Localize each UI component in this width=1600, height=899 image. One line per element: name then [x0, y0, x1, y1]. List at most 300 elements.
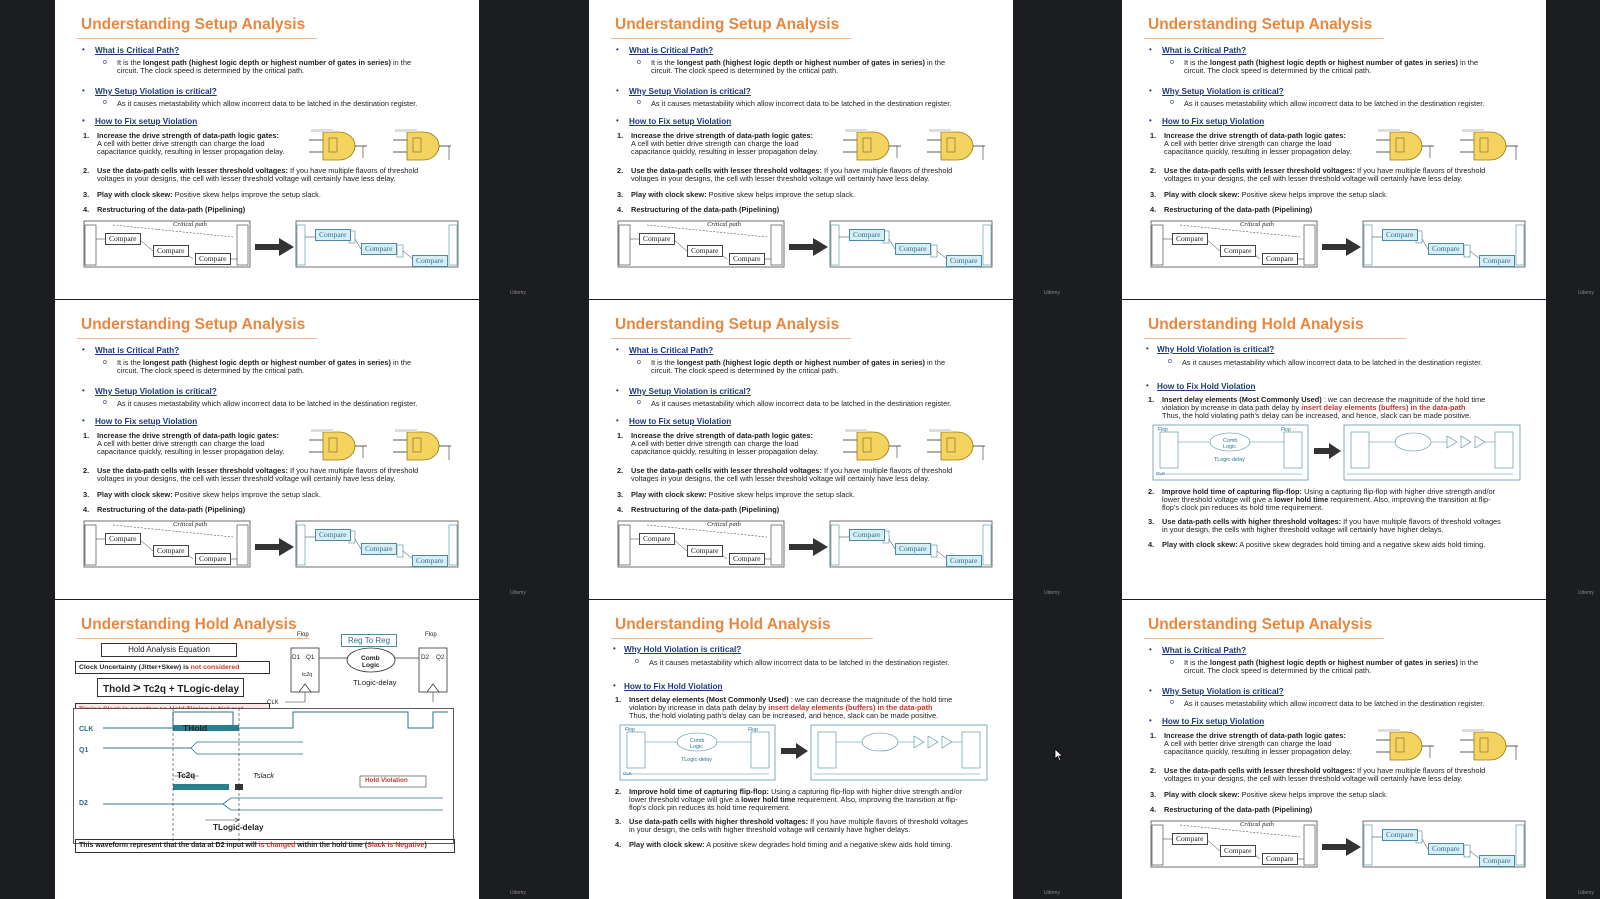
slide-title: Understanding Setup Analysis [615, 316, 840, 333]
fix4-number: 4. [617, 205, 624, 214]
bullet-dot: • [1146, 344, 1149, 353]
fix1-line3: capacitance quickly, resulting in lesser propagation delay. [1164, 147, 1352, 156]
logic-label: Logic [362, 662, 380, 669]
compare-pipe-2: Compare [1428, 843, 1464, 855]
bullet-dot: • [82, 416, 85, 425]
title-underline [77, 38, 317, 39]
waveform-footer-note: This waveform represent that the data at D2 input will is changed within the hold time (Slack is Negative) [75, 839, 455, 853]
fixhold1-line2: violation by increase in data path delay by insert delay elements (buffers) in the data-path [1162, 403, 1466, 412]
heading-fix-setup: How to Fix setup Violation [1162, 117, 1265, 126]
tlogic-label: TLogic-delay [1214, 457, 1245, 463]
bullet-circle: o [637, 399, 641, 406]
compare-pipe-3: Compare [412, 555, 448, 567]
fix3-number: 3. [1150, 190, 1157, 199]
tlogic-label: TLogic-delay [681, 757, 712, 763]
slide-title: Understanding Hold Analysis [615, 616, 831, 633]
fix2-line2: voltages in your designs, the cell with lesser threshold voltage will certainly have less delay. [97, 174, 396, 183]
compare-stage-2: Compare [1220, 245, 1256, 257]
slide-hold-r3c2 [589, 600, 1013, 899]
clk-label: CLK [623, 771, 632, 776]
bullet-dot: • [82, 386, 85, 395]
fix2-line2: voltages in your designs, the cell with lesser threshold voltage will certainly have less delay. [97, 474, 396, 483]
fix2-line1: Use the data-path cells with lesser threshold voltages: If you have multiple flavors of threshold [1164, 166, 1486, 175]
compare-stage-3: Compare [729, 253, 765, 265]
fix1-heading: Increase the drive strength of data-path logic gates: [631, 131, 813, 140]
watermark: Udemy [1578, 890, 1594, 896]
fix1-line3: capacitance quickly, resulting in lesser propagation delay. [97, 147, 285, 156]
clock-uncertainty-note: Clock Uncertainty (Jitter+Skew) is not considered [75, 661, 270, 674]
question-critical-path: What is Critical Path? [95, 46, 180, 55]
compare-stage-2: Compare [1220, 845, 1256, 857]
slide-setup-r1c2 [589, 0, 1013, 299]
watermark: Udemy [1578, 290, 1594, 296]
watermark: Udemy [510, 890, 526, 896]
bullet-dot: • [613, 644, 616, 653]
wave-clk-label: CLK [79, 726, 94, 733]
fix4-heading: Restructuring of the data-path (Pipelining) [631, 505, 780, 514]
weak-gate-icon [1376, 128, 1438, 164]
slide-setup-r1c3 [1122, 0, 1546, 299]
hold-equation: Thold > Tc2q + TLogic-delay [97, 678, 244, 697]
heading-fix-hold: How to Fix Hold Violation [624, 682, 723, 691]
fixhold3-line1: Use data-path cells with higher threshold voltages: If you have multiple flavors of threshold voltages [1162, 517, 1501, 526]
bullet-dot: • [1146, 381, 1149, 390]
watermark: Udemy [510, 590, 526, 596]
fix1-line3: capacitance quickly, resulting in lesser propagation delay. [1164, 747, 1352, 756]
bullet-dot: • [616, 345, 619, 354]
bullet-circle: o [637, 59, 641, 66]
transform-arrow-icon [789, 237, 829, 257]
tlogic-delay-wave-label: TLogic-delay [213, 823, 264, 832]
fixhold2-line2: lower threshold voltage will give a lower hold time requirement. Also, improving the transition at flip- [1162, 495, 1491, 504]
fixhold4-number: 4. [615, 840, 622, 849]
fix2-number: 2. [1150, 766, 1157, 775]
answer-critical-path-line2: circuit. The clock speed is determined by the critical path. [651, 66, 839, 75]
fix2-line2: voltages in your designs, the cell with lesser threshold voltage will certainly have less delay. [631, 174, 930, 183]
fix2-line2: voltages in your designs, the cell with lesser threshold voltage will certainly have less delay. [631, 474, 930, 483]
fix3-number: 3. [617, 190, 624, 199]
compare-stage-3: Compare [729, 553, 765, 565]
comb-label: Comb [361, 655, 380, 662]
compare-pipe-3: Compare [1479, 855, 1515, 867]
fixhold2-line3: flop's clock pin reduces its hold time requirement. [629, 803, 791, 812]
fixhold3-number: 3. [615, 817, 622, 826]
fixhold4-number: 4. [1148, 540, 1155, 549]
critical-path-label: Critical path [1240, 221, 1274, 228]
logic-label: Logic [1223, 444, 1236, 450]
fix3-number: 3. [1150, 790, 1157, 799]
fix1-number: 1. [617, 431, 624, 440]
clk-label: CLK [1156, 471, 1165, 476]
flop-label-left: Flop [625, 727, 635, 733]
watermark: Udemy [510, 290, 526, 296]
compare-stage-1: Compare [639, 533, 675, 545]
critical-path-label: Critical path [173, 221, 207, 228]
compare-pipe-1: Compare [315, 529, 351, 541]
fix1-line2: A cell with better drive strength can charge the load [97, 439, 265, 448]
compare-pipe-1: Compare [849, 529, 885, 541]
strong-gate-icon [927, 428, 989, 464]
bullet-dot: • [616, 116, 619, 125]
compare-stage-3: Compare [195, 253, 231, 265]
compare-stage-1: Compare [1172, 233, 1208, 245]
answer-critical-path-line2: circuit. The clock speed is determined by the critical path. [651, 366, 839, 375]
hold-violation-tag: Hold Violation [365, 777, 408, 784]
compare-pipe-1: Compare [849, 229, 885, 241]
flop-label-right: Flop [748, 727, 758, 733]
fix2-number: 2. [83, 466, 90, 475]
fix2-line2: voltages in your designs, the cell with lesser threshold voltage will certainly have less delay. [1164, 774, 1463, 783]
answer-critical-path-line1: It is the longest path (highest logic depth or highest number of gates in series) in the [651, 358, 946, 367]
bullet-circle: o [1170, 659, 1174, 666]
title-underline [611, 38, 851, 39]
flop-label-left: Flop [297, 632, 309, 638]
critical-path-label: Critical path [707, 221, 741, 228]
fix2-line1: Use the data-path cells with lesser threshold voltages: If you have multiple flavors of threshold [97, 466, 419, 475]
fix1-number: 1. [1150, 131, 1157, 140]
fix4-number: 4. [617, 505, 624, 514]
watermark: Udemy [1044, 590, 1060, 596]
fix1-line2: A cell with better drive strength can charge the load [1164, 139, 1332, 148]
question-setup-violation: Why Setup Violation is critical? [95, 87, 217, 96]
answer-critical-path-line1: It is the longest path (highest logic depth or highest number of gates in series) in the [1184, 58, 1479, 67]
bullet-dot: • [616, 386, 619, 395]
title-underline [77, 638, 309, 639]
question-setup-violation: Why Setup Violation is critical? [629, 87, 751, 96]
q2-label: Q2 [436, 654, 445, 661]
critical-path-label: Critical path [1240, 821, 1274, 828]
strong-gate-icon [393, 128, 455, 164]
bullet-dot: • [1149, 86, 1152, 95]
tlogic-label: TLogic-delay [353, 678, 397, 687]
slide-title: Understanding Setup Analysis [1148, 16, 1373, 33]
transform-arrow-icon [1322, 237, 1362, 257]
compare-pipe-2: Compare [1428, 243, 1464, 255]
compare-stage-1: Compare [639, 233, 675, 245]
fix2-number: 2. [617, 466, 624, 475]
thold-label: THold [183, 723, 208, 733]
fix1-number: 1. [617, 131, 624, 140]
hold-after-diagram [810, 724, 988, 782]
question-hold-violation: Why Hold Violation is critical? [1157, 345, 1275, 354]
slide-title: Understanding Setup Analysis [81, 316, 306, 333]
question-critical-path: What is Critical Path? [629, 46, 714, 55]
compare-stage-1: Compare [105, 533, 141, 545]
fixhold1-line1: Insert delay elements (Most Commonly Used) : we can decrease the magnitude of the hold time [629, 695, 953, 704]
bullet-dot: • [1149, 686, 1152, 695]
strong-gate-icon [393, 428, 455, 464]
title-underline [77, 338, 317, 339]
fixhold2-number: 2. [615, 787, 622, 796]
d1-label: D1 [292, 654, 301, 661]
fix1-line2: A cell with better drive strength can charge the load [1164, 739, 1332, 748]
fixhold1-line3: Thus, the hold violating path's delay can be increased, and hence, slack can be made positive. [1162, 411, 1472, 420]
bullet-dot: • [1149, 645, 1152, 654]
answer-critical-path-line1: It is the longest path (highest logic depth or highest number of gates in series) in the [117, 358, 412, 367]
slide-title: Understanding Hold Analysis [1148, 316, 1364, 333]
bullet-dot: • [1149, 45, 1152, 54]
slide-setup-r2c1 [55, 300, 479, 599]
fix1-line3: capacitance quickly, resulting in lesser propagation delay. [631, 447, 819, 456]
bullet-dot: • [1149, 716, 1152, 725]
tc2q-wave-label: Tc2q [177, 771, 196, 780]
fixhold3-line2: in your design, the cells with higher threshold voltage will certainly have higher delays. [1162, 525, 1444, 534]
fix1-line2: A cell with better drive strength can charge the load [631, 439, 799, 448]
title-underline [1144, 38, 1384, 39]
flop-label-right: Flop [1281, 427, 1291, 433]
fixhold1-line2: violation by increase in data path delay by insert delay elements (buffers) in the data-path [629, 703, 933, 712]
fixhold4-line: Play with clock skew: A positive skew degrades hold timing and a negative skew aids hold timing. [629, 840, 953, 849]
answer-setup-violation: As it causes metastability which allow incorrect data to be latched in the destination register. [1184, 699, 1485, 708]
fix3-number: 3. [83, 490, 90, 499]
question-setup-violation: Why Setup Violation is critical? [95, 387, 217, 396]
transform-arrow-icon [1322, 837, 1362, 857]
fixhold2-line3: flop's clock pin reduces its hold time requirement. [1162, 503, 1324, 512]
transform-arrow-icon [789, 537, 829, 557]
tc2q-label: tc2q [302, 672, 313, 678]
compare-pipe-3: Compare [1479, 255, 1515, 267]
fix4-number: 4. [1150, 805, 1157, 814]
answer-critical-path-line1: It is the longest path (highest logic depth or highest number of gates in series) in the [651, 58, 946, 67]
fixhold1-number: 1. [615, 695, 622, 704]
compare-stage-1: Compare [1172, 833, 1208, 845]
tslack-label: Tslack [253, 771, 274, 780]
weak-gate-icon [1376, 728, 1438, 764]
hold-equation-label: Hold Analysis Equation [101, 643, 237, 657]
answer-critical-path-line2: circuit. The clock speed is determined by the critical path. [1184, 66, 1372, 75]
fix1-line2: A cell with better drive strength can charge the load [97, 139, 265, 148]
comb-label: Comb [690, 738, 705, 744]
fix3-number: 3. [617, 490, 624, 499]
fix2-number: 2. [83, 166, 90, 175]
bullet-circle: o [1170, 699, 1174, 706]
question-critical-path: What is Critical Path? [95, 346, 180, 355]
question-setup-violation: Why Setup Violation is critical? [1162, 687, 1284, 696]
compare-pipe-2: Compare [361, 543, 397, 555]
fix3-line: Play with clock skew: Positive skew helps improve the setup slack. [1164, 790, 1388, 799]
compare-pipe-1: Compare [1382, 829, 1418, 841]
answer-hold-violation: As it causes metastability which allow incorrect data to be latched in the destination register. [1182, 358, 1483, 367]
fix4-heading: Restructuring of the data-path (Pipelining) [97, 505, 246, 514]
bullet-dot: • [1149, 116, 1152, 125]
fix3-line: Play with clock skew: Positive skew helps improve the setup slack. [97, 490, 321, 499]
fix1-heading: Increase the drive strength of data-path logic gates: [97, 431, 279, 440]
answer-setup-violation: As it causes metastability which allow incorrect data to be latched in the destination register. [651, 399, 952, 408]
watermark: Udemy [1044, 290, 1060, 296]
answer-setup-violation: As it causes metastability which allow incorrect data to be latched in the destination register. [117, 399, 418, 408]
fix1-heading: Increase the drive strength of data-path logic gates: [97, 131, 279, 140]
compare-stage-3: Compare [195, 553, 231, 565]
fix1-number: 1. [1150, 731, 1157, 740]
bullet-circle: o [637, 99, 641, 106]
fixhold1-line3: Thus, the hold violating path's delay can be increased, and hence, slack can be made positive. [629, 711, 939, 720]
fix3-line: Play with clock skew: Positive skew helps improve the setup slack. [631, 490, 855, 499]
heading-fix-setup: How to Fix setup Violation [1162, 717, 1265, 726]
mouse-pointer-icon [1054, 748, 1064, 762]
watermark: Udemy [1578, 590, 1594, 596]
fixhold4-line: Play with clock skew: A positive skew degrades hold timing and a negative skew aids hold timing. [1162, 540, 1486, 549]
reg-to-reg-label: Reg To Reg [341, 634, 397, 647]
fix2-line2: voltages in your designs, the cell with lesser threshold voltage will certainly have less delay. [1164, 174, 1463, 183]
fix3-line: Play with clock skew: Positive skew helps improve the setup slack. [1164, 190, 1388, 199]
fix1-number: 1. [83, 431, 90, 440]
answer-critical-path-line1: It is the longest path (highest logic depth or highest number of gates in series) in the [117, 58, 412, 67]
bullet-circle: o [103, 99, 107, 106]
transform-arrow-icon [255, 237, 295, 257]
question-critical-path: What is Critical Path? [1162, 46, 1247, 55]
compare-pipe-2: Compare [361, 243, 397, 255]
critical-path-label: Critical path [173, 521, 207, 528]
answer-critical-path-line2: circuit. The clock speed is determined by the critical path. [117, 366, 305, 375]
flop-label-left: Flop [1158, 427, 1168, 433]
bullet-dot: • [82, 116, 85, 125]
weak-gate-icon [843, 128, 905, 164]
transform-arrow-icon [1314, 443, 1342, 459]
watermark: Udemy [1044, 890, 1060, 896]
bullet-dot: • [616, 416, 619, 425]
fix4-heading: Restructuring of the data-path (Pipelining) [1164, 205, 1313, 214]
title-underline [611, 638, 873, 639]
fixhold2-line1: Improve hold time of capturing flip-flop: Using a capturing flip-flop with higher drive strength and/or [1162, 487, 1496, 496]
heading-fix-setup: How to Fix setup Violation [629, 417, 732, 426]
answer-setup-violation: As it causes metastability which allow incorrect data to be latched in the destination register. [1184, 99, 1485, 108]
fix2-number: 2. [1150, 166, 1157, 175]
compare-stage-3: Compare [1262, 253, 1298, 265]
critical-path-label: Critical path [707, 521, 741, 528]
bullet-dot: • [616, 86, 619, 95]
fix1-number: 1. [83, 131, 90, 140]
fix1-line2: A cell with better drive strength can charge the load [631, 139, 799, 148]
question-setup-violation: Why Setup Violation is critical? [1162, 87, 1284, 96]
heading-fix-hold: How to Fix Hold Violation [1157, 382, 1256, 391]
q1-label: Q1 [306, 654, 315, 661]
fix1-heading: Increase the drive strength of data-path logic gates: [1164, 131, 1346, 140]
heading-fix-setup: How to Fix setup Violation [629, 117, 732, 126]
compare-stage-2: Compare [687, 545, 723, 557]
compare-stage-2: Compare [687, 245, 723, 257]
bullet-circle: o [1170, 99, 1174, 106]
flop-label-right: Flop [425, 632, 437, 638]
answer-critical-path-line2: circuit. The clock speed is determined by the critical path. [1184, 666, 1372, 675]
fix3-line: Play with clock skew: Positive skew helps improve the setup slack. [97, 190, 321, 199]
fix2-line1: Use the data-path cells with lesser threshold voltages: If you have multiple flavors of threshold [631, 166, 953, 175]
compare-stage-2: Compare [153, 545, 189, 557]
bullet-circle: o [103, 359, 107, 366]
fixhold3-line1: Use data-path cells with higher threshold voltages: If you have multiple flavors of threshold voltages [629, 817, 968, 826]
fixhold2-line2: lower threshold voltage will give a lower hold time requirement. Also, improving the transition at flip- [629, 795, 958, 804]
slide-setup-r2c2 [589, 300, 1013, 599]
question-critical-path: What is Critical Path? [1162, 646, 1247, 655]
question-critical-path: What is Critical Path? [629, 346, 714, 355]
bullet-dot: • [82, 86, 85, 95]
fix4-heading: Restructuring of the data-path (Pipelining) [1164, 805, 1313, 814]
slide-hold-equation-r3c1 [55, 600, 479, 899]
comb-label: Comb [1223, 438, 1238, 444]
question-setup-violation: Why Setup Violation is critical? [629, 387, 751, 396]
title-underline [1144, 338, 1406, 339]
bullet-circle: o [637, 359, 641, 366]
heading-fix-setup: How to Fix setup Violation [95, 117, 198, 126]
fixhold2-line1: Improve hold time of capturing flip-flop: Using a capturing flip-flop with higher drive strength and/or [629, 787, 963, 796]
fixhold3-line2: in your design, the cells with higher threshold voltage will certainly have higher delays. [629, 825, 911, 834]
logic-label: Logic [690, 744, 703, 750]
bullet-circle: o [1168, 358, 1172, 365]
bullet-circle: o [635, 658, 639, 665]
fix2-line1: Use the data-path cells with lesser threshold voltages: If you have multiple flavors of threshold [1164, 766, 1486, 775]
slide-setup-r1c1 [55, 0, 479, 299]
fix2-line1: Use the data-path cells with lesser threshold voltages: If you have multiple flavors of threshold [97, 166, 419, 175]
wave-q1-label: Q1 [79, 747, 89, 754]
fix2-number: 2. [617, 166, 624, 175]
bullet-circle: o [103, 59, 107, 66]
compare-pipe-3: Compare [946, 255, 982, 267]
fixhold1-number: 1. [1148, 395, 1155, 404]
fix1-heading: Increase the drive strength of data-path logic gates: [631, 431, 813, 440]
answer-critical-path-line2: circuit. The clock speed is determined by the critical path. [117, 66, 305, 75]
answer-setup-violation: As it causes metastability which allow incorrect data to be latched in the destination register. [117, 99, 418, 108]
slide-title: Understanding Setup Analysis [1148, 616, 1373, 633]
weak-gate-icon [309, 428, 371, 464]
fixhold3-number: 3. [1148, 517, 1155, 526]
compare-pipe-2: Compare [895, 543, 931, 555]
strong-gate-icon [1460, 728, 1522, 764]
hold-after-diagram [1343, 424, 1521, 482]
compare-pipe-3: Compare [946, 555, 982, 567]
fix4-number: 4. [1150, 205, 1157, 214]
title-underline [611, 338, 851, 339]
compare-stage-2: Compare [153, 245, 189, 257]
compare-stage-3: Compare [1262, 853, 1298, 865]
wave-d2-label: D2 [79, 800, 88, 807]
strong-gate-icon [927, 128, 989, 164]
answer-critical-path-line1: It is the longest path (highest logic depth or highest number of gates in series) in the [1184, 658, 1479, 667]
slide-hold-r2c3 [1122, 300, 1546, 599]
answer-hold-violation: As it causes metastability which allow incorrect data to be latched in the destination register. [649, 658, 950, 667]
compare-stage-1: Compare [105, 233, 141, 245]
fix3-number: 3. [83, 190, 90, 199]
slide-title: Understanding Hold Analysis [81, 616, 297, 633]
clk-label: CLK [267, 700, 279, 706]
bullet-circle: o [1170, 59, 1174, 66]
fix1-line3: capacitance quickly, resulting in lesser propagation delay. [97, 447, 285, 456]
weak-gate-icon [843, 428, 905, 464]
d2-label: D2 [421, 654, 430, 661]
fixhold2-number: 2. [1148, 487, 1155, 496]
bullet-dot: • [613, 681, 616, 690]
slide-title: Understanding Setup Analysis [81, 16, 306, 33]
bullet-circle: o [103, 399, 107, 406]
compare-pipe-3: Compare [412, 255, 448, 267]
compare-pipe-1: Compare [315, 229, 351, 241]
fix3-line: Play with clock skew: Positive skew helps improve the setup slack. [631, 190, 855, 199]
fix4-heading: Restructuring of the data-path (Pipelining) [631, 205, 780, 214]
compare-pipe-1: Compare [1382, 229, 1418, 241]
fixhold1-line1: Insert delay elements (Most Commonly Used) : we can decrease the magnitude of the hold time [1162, 395, 1486, 404]
fix1-heading: Increase the drive strength of data-path logic gates: [1164, 731, 1346, 740]
strong-gate-icon [1460, 128, 1522, 164]
title-underline [1144, 638, 1384, 639]
transform-arrow-icon [255, 537, 295, 557]
slide-setup-r3c3 [1122, 600, 1546, 899]
fix4-number: 4. [83, 505, 90, 514]
fix4-heading: Restructuring of the data-path (Pipelining) [97, 205, 246, 214]
fix2-line1: Use the data-path cells with lesser threshold voltages: If you have multiple flavors of threshold [631, 466, 953, 475]
compare-pipe-2: Compare [895, 243, 931, 255]
heading-fix-setup: How to Fix setup Violation [95, 417, 198, 426]
bullet-dot: • [82, 45, 85, 54]
fix4-number: 4. [83, 205, 90, 214]
question-hold-violation: Why Hold Violation is critical? [624, 645, 742, 654]
